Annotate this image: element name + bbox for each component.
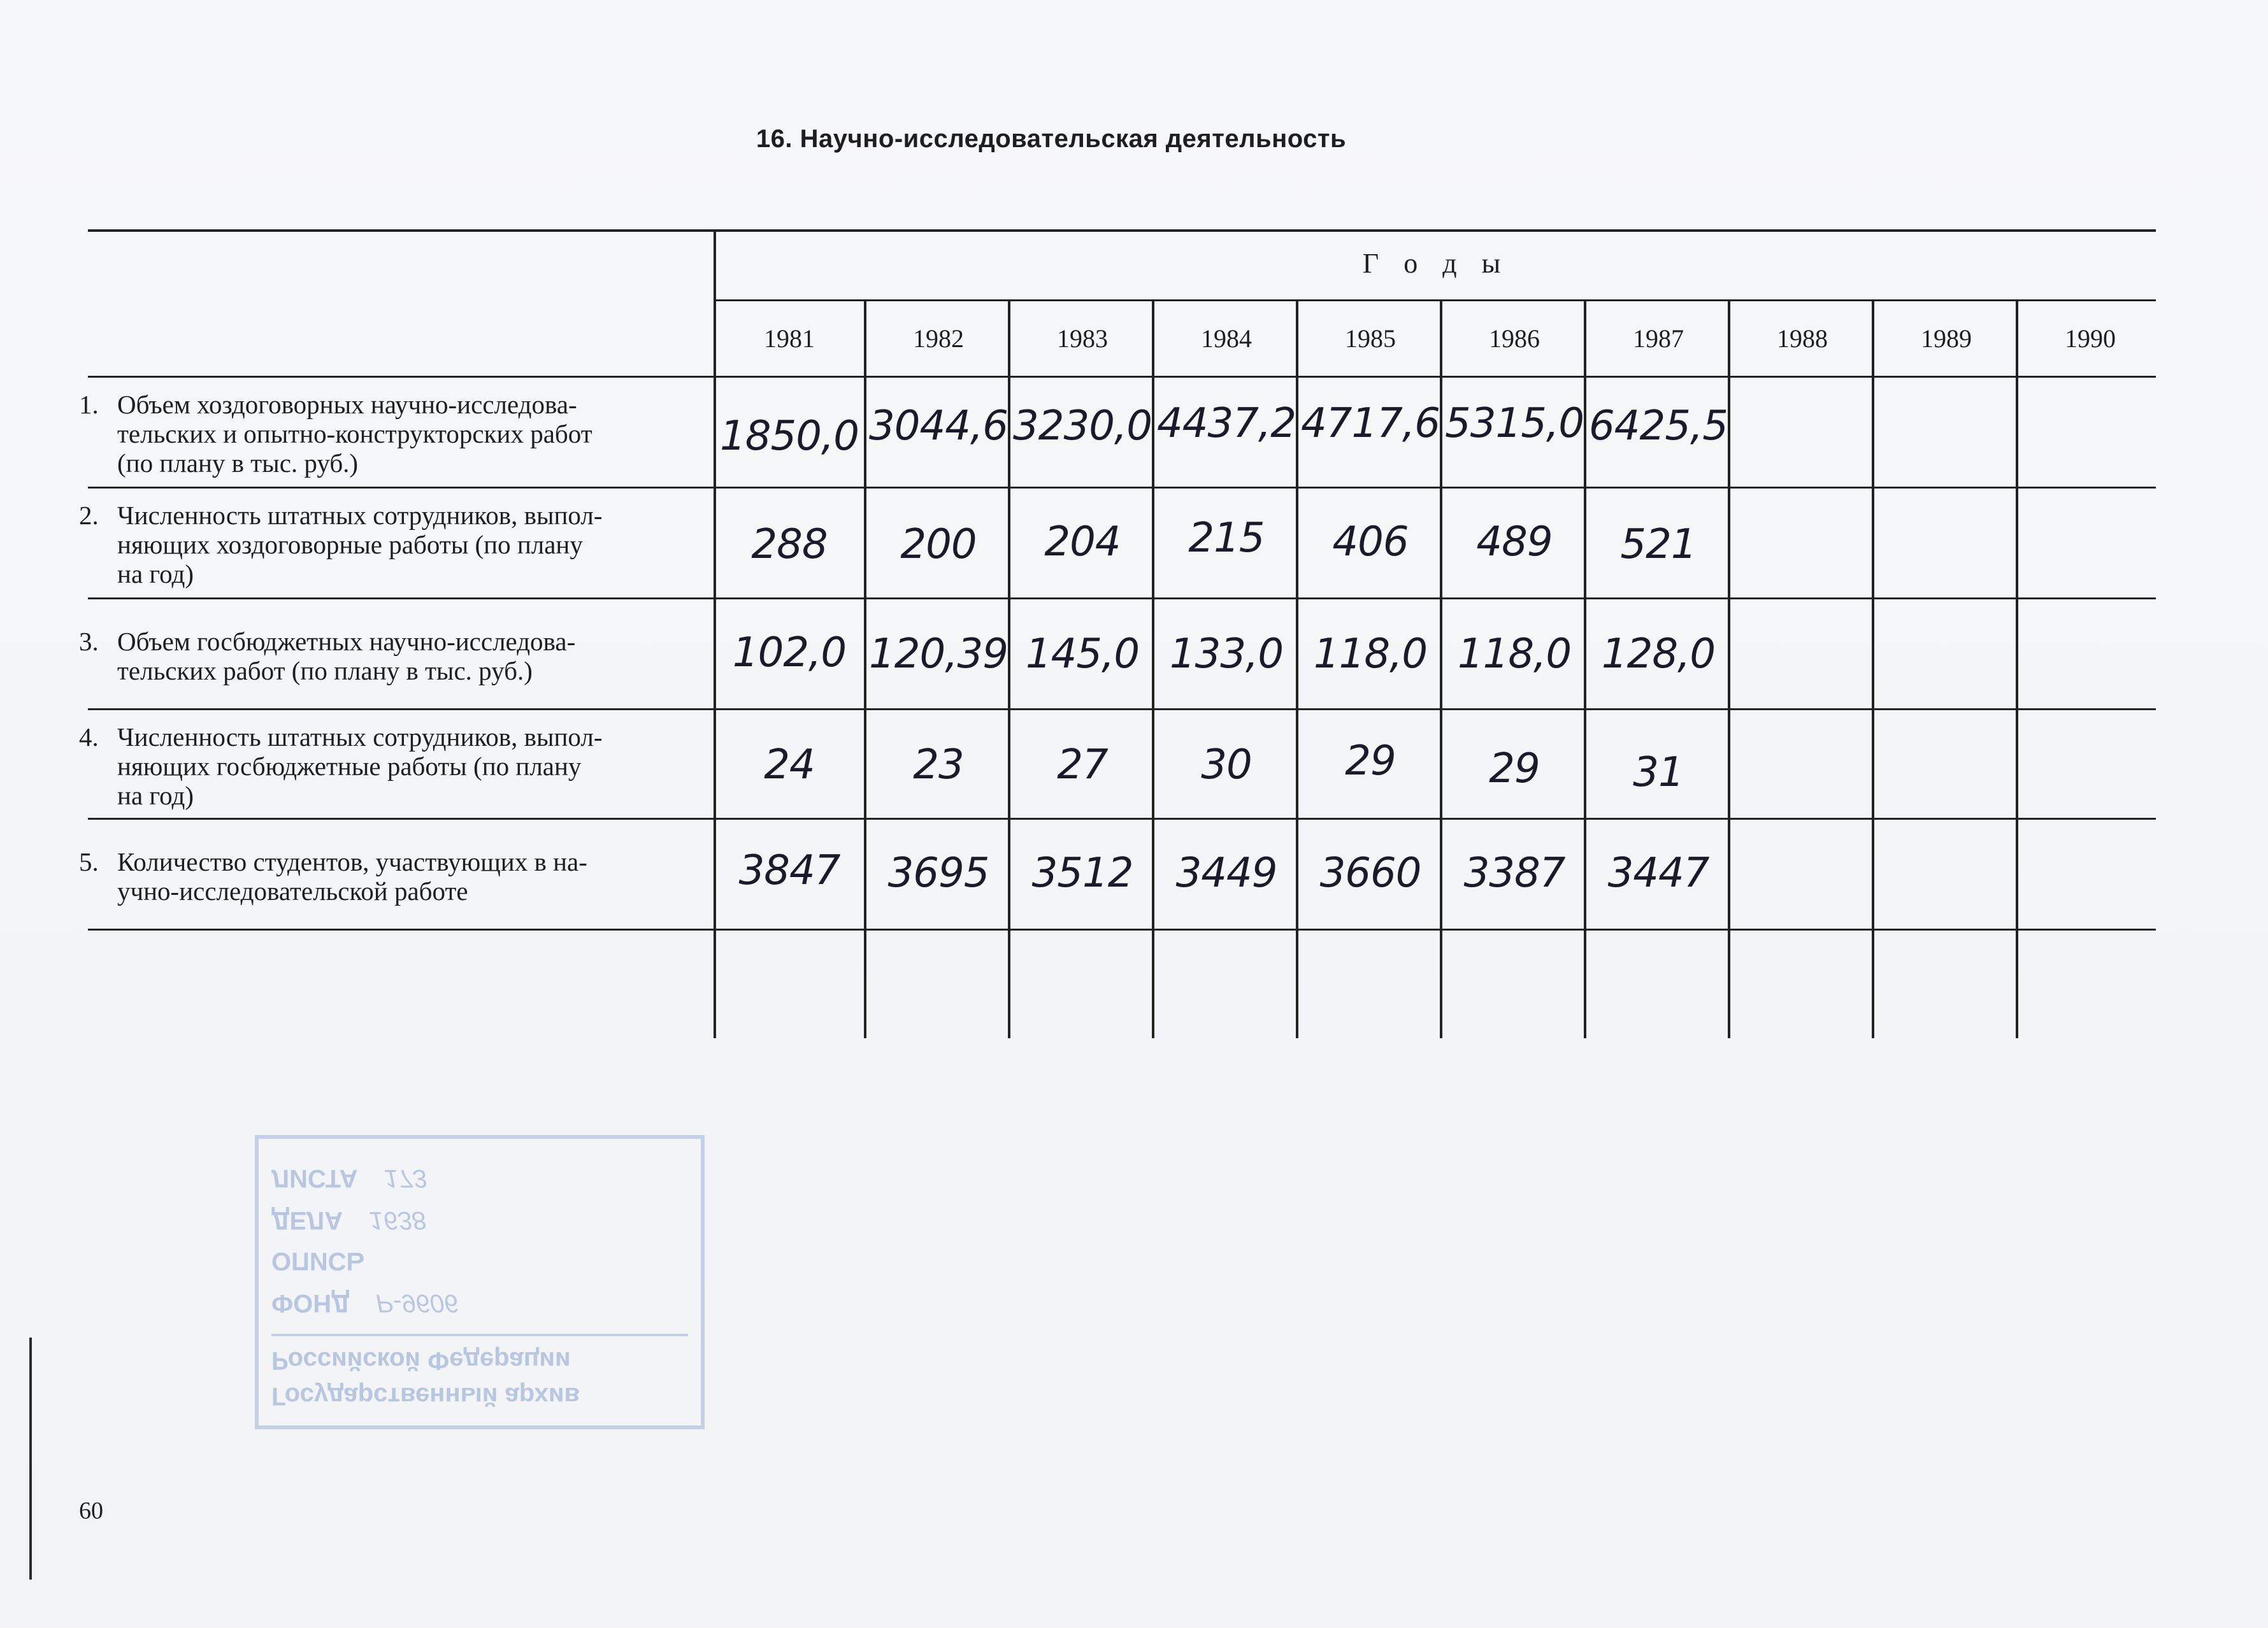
row-label-3 [79, 627, 706, 685]
cell-r1-1982: 3044,6 [869, 403, 1008, 450]
table-top-rule [88, 229, 2156, 232]
row-number: 3. [79, 627, 99, 656]
cell-r1-1984: 4437,2 [1157, 400, 1296, 447]
cell-r3-1982: 120,39 [869, 631, 1008, 678]
row-rule-4 [88, 818, 2156, 820]
row-label-line: тельских работ (по плану в тыс. руб.) [117, 656, 533, 685]
cell-r5-1982: 3695 [887, 850, 989, 897]
row-label-1 [79, 390, 706, 478]
title-text: 16. Научно-исследовательская деятельность [756, 125, 1347, 153]
stamp-list-label-text: ЛИСТА [271, 1164, 358, 1192]
stamp-fond-label-text: ФОНД [271, 1289, 350, 1317]
cell-r4-1987: 31 [1633, 749, 1684, 796]
stamp-list-label [271, 1164, 426, 1192]
cell-r4-1986: 29 [1489, 745, 1540, 792]
cell-r4-1983: 27 [1057, 741, 1108, 789]
archive-stamp [255, 1135, 705, 1429]
row-label-line: няющих госбюджетные работы (по плану [117, 752, 582, 781]
stamp-archive-name: Государственный архив [271, 1382, 580, 1410]
cell-r3-1985: 118,0 [1313, 631, 1428, 678]
cell-r5-1987: 3447 [1607, 850, 1709, 897]
stamp-delo-label-text: ДЕЛА [271, 1206, 343, 1234]
stamp-delo-value: 1638 [369, 1206, 426, 1234]
row-label-2 [79, 501, 706, 589]
row-number: 5. [79, 847, 99, 876]
row-label-line: тельских и опытно-конструкторских работ [117, 419, 592, 448]
row-label-5 [79, 847, 706, 906]
col-rule-label [714, 232, 716, 1038]
year-1983: 1983 [1057, 324, 1108, 353]
cell-r3-1987: 128,0 [1601, 631, 1716, 678]
stamp-fond-label [271, 1289, 458, 1317]
row-label-line: на год) [117, 781, 194, 810]
cell-r3-1986: 118,0 [1457, 631, 1572, 678]
cell-r5-1981: 3847 [738, 847, 840, 894]
cell-r2-1987: 521 [1620, 521, 1697, 568]
years-head-rule [716, 299, 2156, 301]
stamp-list-value: 173 [384, 1164, 427, 1192]
year-1989: 1989 [1921, 324, 1972, 353]
cell-r5-1986: 3387 [1463, 850, 1565, 897]
stamp-divider [271, 1334, 688, 1336]
row-label-line: на год) [117, 559, 194, 589]
cell-r1-1986: 5315,0 [1445, 400, 1584, 447]
cell-r2-1984: 215 [1188, 515, 1265, 562]
cell-r3-1981: 102,0 [732, 629, 847, 676]
row-label-line: Численность штатных сотрудников, выпол- [117, 722, 603, 752]
row-rule-3 [88, 708, 2156, 710]
cell-r3-1983: 145,0 [1025, 631, 1140, 678]
stamp-delo-label [271, 1206, 426, 1234]
cell-r4-1981: 24 [764, 741, 815, 789]
cell-r1-1983: 3230,0 [1013, 403, 1152, 450]
stamp-opis-label: ОПИСЬ [271, 1247, 365, 1275]
year-1982: 1982 [913, 324, 964, 353]
year-1990: 1990 [2065, 324, 2116, 353]
page-binding-edge [29, 1338, 32, 1580]
year-1985: 1985 [1345, 324, 1396, 353]
row-label-line: Объем хоздоговорных научно-исследова- [117, 390, 577, 419]
cell-r4-1984: 30 [1201, 741, 1252, 789]
cell-r3-1984: 133,0 [1169, 631, 1284, 678]
cell-r5-1985: 3660 [1319, 850, 1421, 897]
row-rule-1 [88, 487, 2156, 489]
cell-r2-1986: 489 [1476, 518, 1553, 566]
row-number: 2. [79, 501, 99, 530]
row-label-line: учно-исследовательской работе [117, 876, 468, 906]
year-1987: 1987 [1633, 324, 1684, 353]
row-label-4 [79, 722, 706, 810]
cell-r4-1985: 29 [1345, 738, 1396, 785]
stamp-archive-country: Российской Федерации [271, 1346, 571, 1375]
row-label-line: няющих хоздоговорные работы (по плану [117, 530, 583, 559]
row-label-line: Количество студентов, участвующих в на- [117, 847, 587, 876]
col-rule-1989 [1872, 301, 1874, 1038]
years-header: Г о д ы [1362, 248, 1510, 279]
row-number: 1. [79, 390, 99, 419]
cell-r1-1985: 4717,6 [1301, 400, 1440, 447]
cell-r2-1982: 200 [900, 521, 977, 568]
row-rule-2 [88, 597, 2156, 599]
row-label-line: Численность штатных сотрудников, выпол- [117, 501, 603, 530]
row-label-line: (по плану в тыс. руб.) [117, 448, 359, 478]
cell-r5-1984: 3449 [1175, 850, 1277, 897]
year-1981: 1981 [764, 324, 815, 353]
row-rule-5 [88, 929, 2156, 931]
cell-r1-1987: 6425,5 [1589, 403, 1728, 450]
row-number: 4. [79, 722, 99, 752]
page-number: 60 [79, 1497, 103, 1524]
header-bottom-rule [88, 376, 2156, 378]
cell-r2-1985: 406 [1332, 518, 1409, 566]
cell-r2-1981: 288 [751, 521, 828, 568]
cell-r2-1983: 204 [1044, 518, 1121, 566]
year-1986: 1986 [1489, 324, 1540, 353]
page-title [0, 125, 2268, 154]
year-1988: 1988 [1777, 324, 1828, 353]
cell-r4-1982: 23 [913, 741, 964, 789]
cell-r1-1981: 1850,0 [720, 413, 859, 460]
stamp-fond-value: Р-9606 [375, 1289, 458, 1317]
row-label-line: Объем госбюджетных научно-исследова- [117, 627, 576, 656]
year-1984: 1984 [1201, 324, 1252, 353]
col-rule-1990 [2016, 301, 2018, 1038]
cell-r5-1983: 3512 [1031, 850, 1133, 897]
